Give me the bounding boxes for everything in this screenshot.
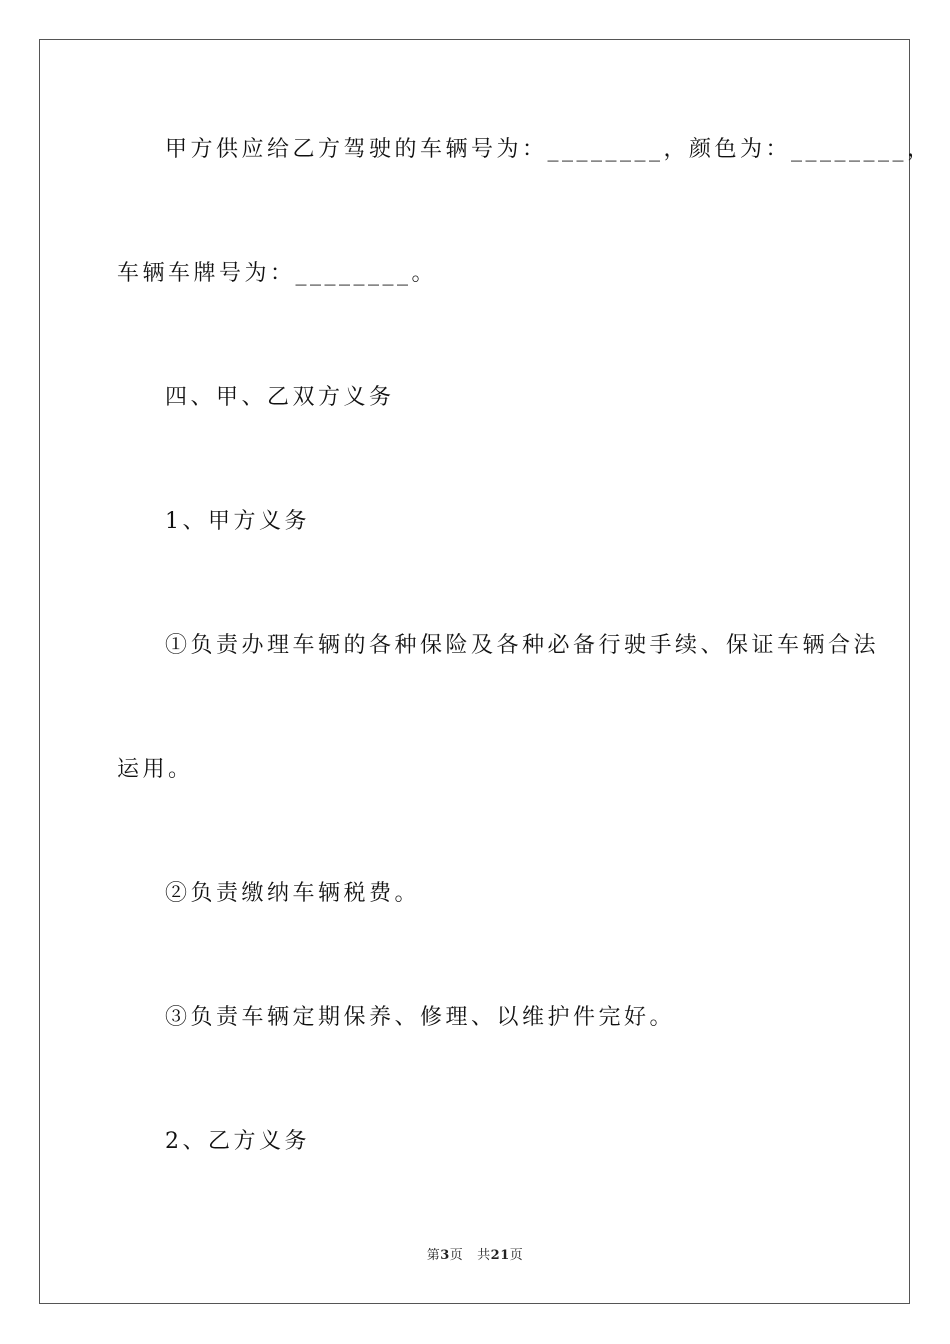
clause-a-3: ③负责车辆定期保养、修理、以维护件完好。 — [165, 1005, 676, 1030]
paragraph-vehicle-info-cont: 车辆车牌号为：________。 — [117, 261, 438, 286]
subheading-party-a: 1、甲方义务 — [165, 509, 310, 534]
clause-a-1-cont: 运用。 — [117, 757, 194, 782]
section-heading-obligations: 四、甲、乙双方义务 — [165, 385, 395, 410]
subheading-party-b: 2、乙方义务 — [165, 1129, 310, 1154]
clause-a-2: ②负责缴纳车辆税费。 — [165, 881, 421, 906]
footer-total-pages: 21 — [490, 1248, 510, 1263]
footer-prefix: 第 — [426, 1248, 441, 1263]
footer-middle: 页 共 — [449, 1248, 491, 1263]
clause-a-1: ①负责办理车辆的各种保险及各种必备行驶手续、保证车辆合法 — [165, 633, 880, 658]
page-frame — [39, 39, 910, 1304]
paragraph-vehicle-info: 甲方供应给乙方驾驶的车辆号为：________，颜色为：________， — [165, 137, 933, 162]
footer-current-page: 3 — [440, 1248, 450, 1263]
footer-suffix: 页 — [509, 1248, 524, 1263]
page-footer — [0, 1246, 950, 1266]
